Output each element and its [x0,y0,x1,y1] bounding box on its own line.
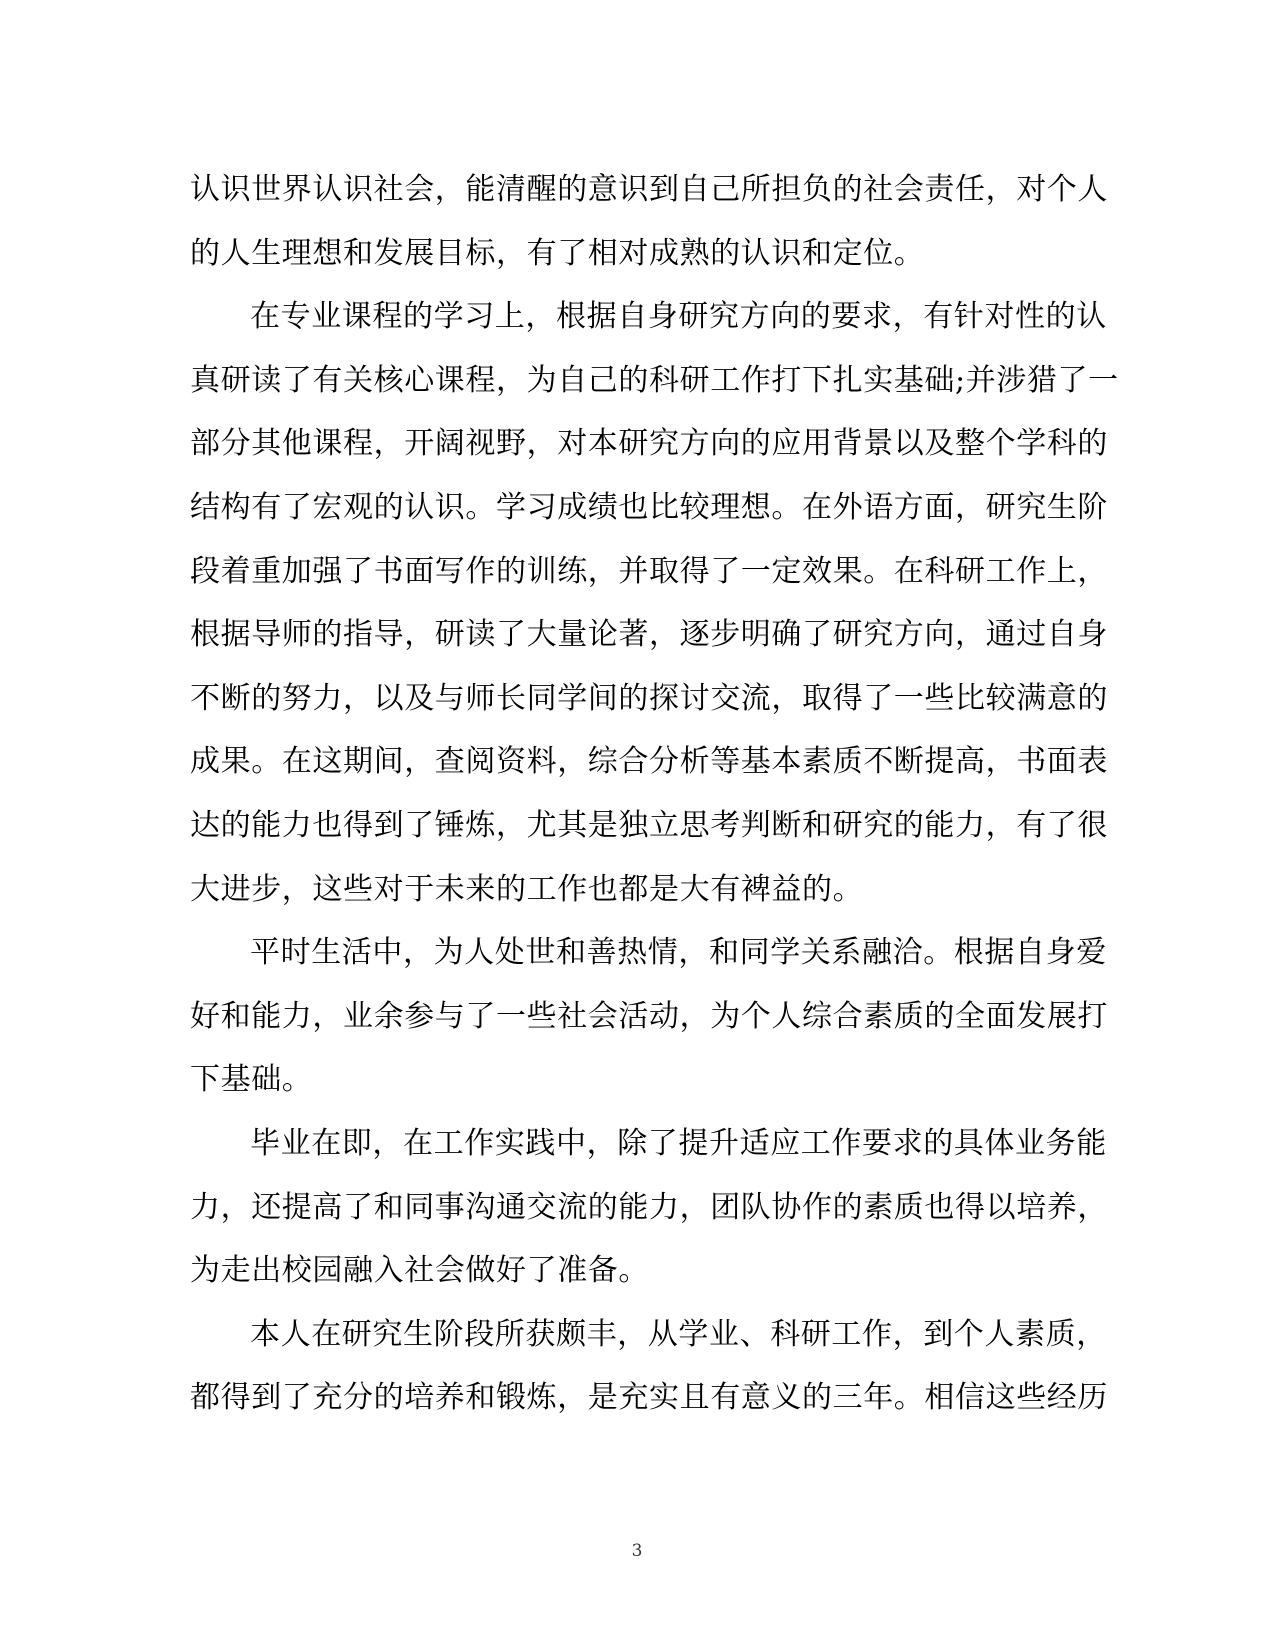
text-line: 都得到了充分的培养和锻炼，是充实且有意义的三年。相信这些经历 [190,1380,1108,1416]
text-line: 不断的努力，以及与师长同学间的探讨交流，取得了一些比较满意的 [190,680,1108,716]
paragraph-start-line: 本人在研究生阶段所获颇丰，从学业、科研工作，到个人素质， [250,1316,1107,1352]
text-line: 下基础。 [190,1062,313,1098]
text-line: 部分其他课程，开阔视野，对本研究方向的应用背景以及整个学科的 [190,426,1108,462]
text-line: 段着重加强了书面写作的训练，并取得了一定效果。在科研工作上， [190,553,1108,589]
text-line: 真研读了有关核心课程，为自己的科研工作打下扎实基础;并涉猎了一 [190,362,1119,398]
paragraph-start-line: 毕业在即，在工作实践中，除了提升适应工作要求的具体业务能 [250,1125,1107,1161]
body-text [190,158,1119,1430]
text-line: 为走出校园融入社会做好了准备。 [190,1253,649,1289]
text-line: 的人生理想和发展目标，有了相对成熟的认识和定位。 [190,235,925,271]
text-line: 成果。在这期间，查阅资料，综合分析等基本素质不断提高，书面表 [190,744,1108,780]
text-line: 根据导师的指导，研读了大量论著，逐步明确了研究方向，通过自身 [190,617,1108,653]
paragraph-start-line: 在专业课程的学习上，根据自身研究方向的要求，有针对性的认 [250,299,1107,335]
paragraph-start-line: 平时生活中，为人处世和善热情，和同学关系融洽。根据自身爱 [250,935,1107,971]
page-number: 3 [631,1541,643,1561]
text-line: 力，还提高了和同事沟通交流的能力，团队协作的素质也得以培养， [190,1189,1108,1225]
text-line: 认识世界认识社会，能清醒的意识到自己所担负的社会责任，对个人 [190,172,1108,207]
text-line: 结构有了宏观的认识。学习成绩也比较理想。在外语方面，研究生阶 [190,489,1108,525]
text-line: 大进步，这些对于未来的工作也都是大有裨益的。 [190,871,864,907]
text-line: 好和能力，业余参与了一些社会活动，为个人综合素质的全面发展打 [190,998,1108,1034]
text-line: 达的能力也得到了锤炼，尤其是独立思考判断和研究的能力，有了很 [190,807,1108,843]
